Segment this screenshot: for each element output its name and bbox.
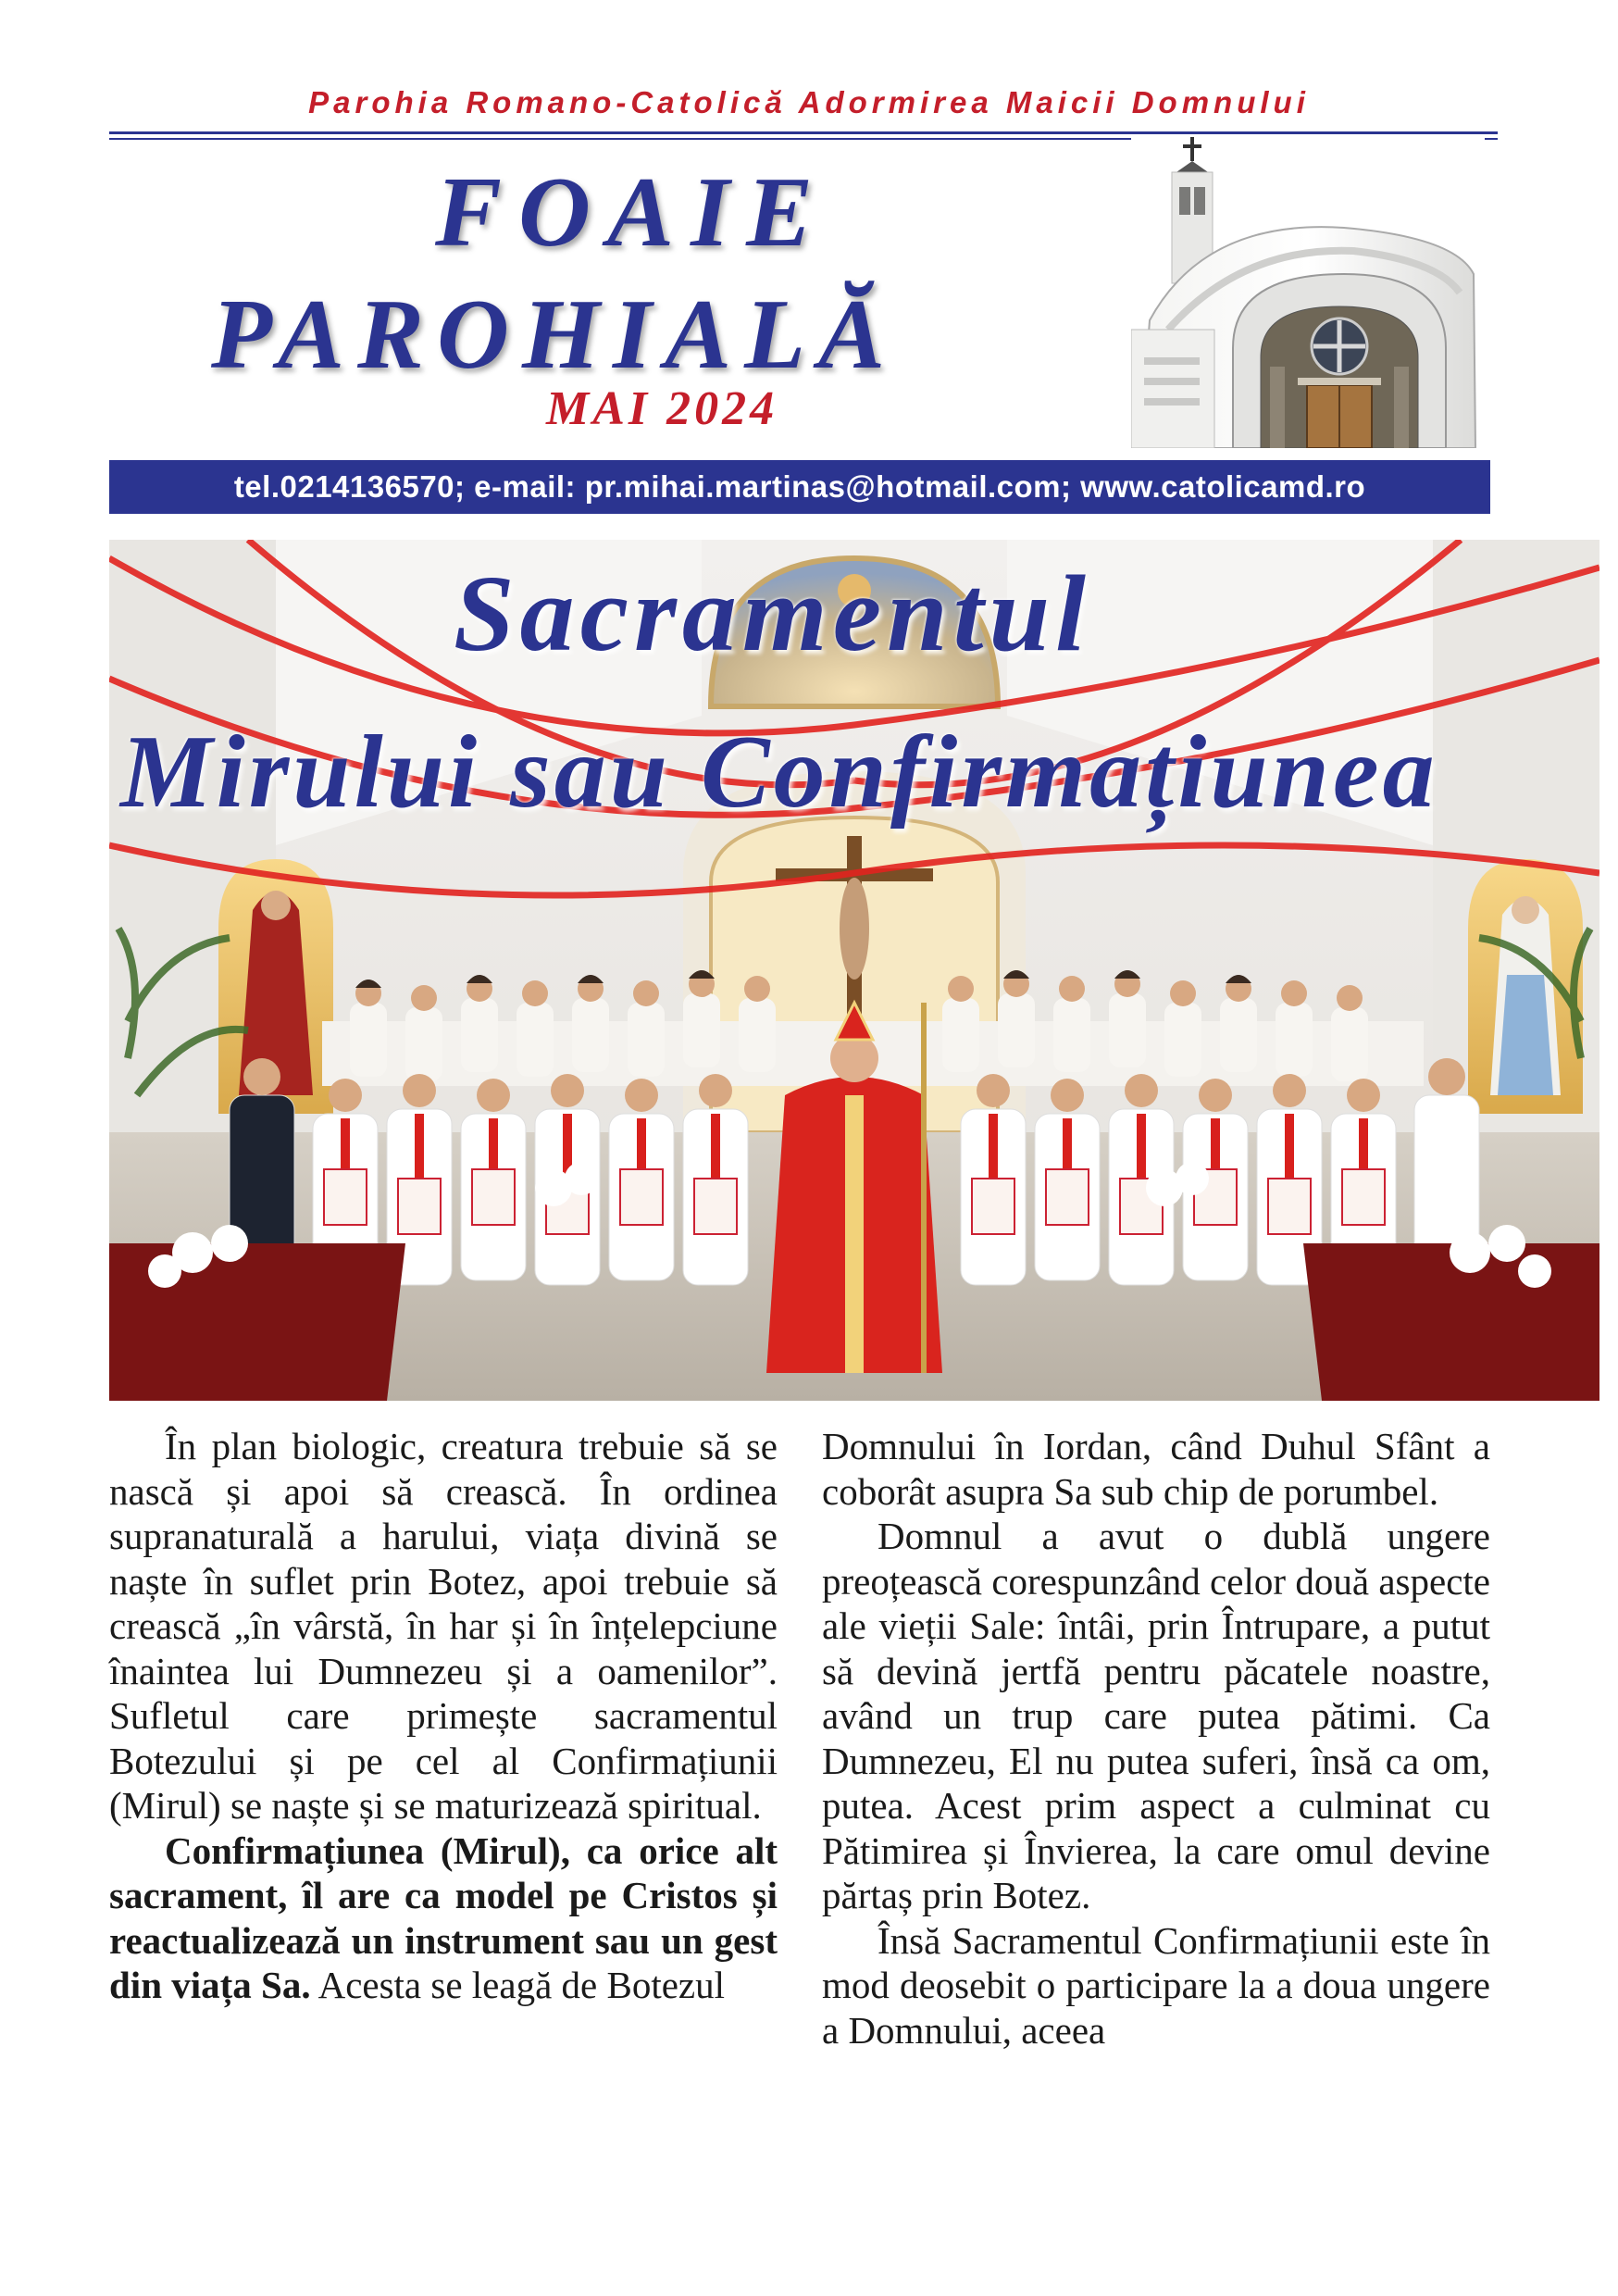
bold-lead: Confirmațiunea (Mirul), ca orice alt sacrament, îl are ca model pe Cristos și reactualizează un instrument sau un gest din viața Sa. xyxy=(109,1828,778,2006)
masthead-title-line1: FOAIE xyxy=(435,157,830,268)
church-image xyxy=(1131,135,1485,448)
paragraph: Însă Sacramentul Confirmațiunii este în mod deosebit o participare la a doua ungere a Domnului, aceea xyxy=(822,1918,1490,2052)
paragraph: Domnului în Iordan, când Duhul Sfânt a coborât asupra Sa sub chip de porumbel. xyxy=(822,1425,1490,1513)
masthead-title-line2: PAROHIALĂ xyxy=(211,280,899,390)
paragraph: În plan biologic, creatura trebuie să se nască și apoi să crească. În ordinea supranaturală a harului, viața divină se naște în suflet prin Botez, apoi trebuie să crească „în vârstă, în har și în înțelepciune înaintea lui Dumnezeu și a oamenilor”. Sufletul care primește sacramentul Botezului și pe cel al Confirmațiunii (Mirul) se naște și se maturizează spiritual. xyxy=(109,1425,778,1827)
contact-bar: tel.0214136570; e-mail: pr.mihai.martinas@hotmail.com; www.catolicamd.ro xyxy=(109,460,1490,514)
paragraph-continuation: Acesta se leagă de Botezul xyxy=(310,1964,725,2006)
article-headline-line1: Sacramentul xyxy=(454,553,1091,674)
article-column-right xyxy=(822,1424,1490,2053)
parish-name: Parohia Romano-Catolică Adormirea Maicii Domnului xyxy=(308,85,1310,119)
issue-date: MAI 2024 xyxy=(546,382,778,435)
article-headline-line2: Mirului sau Confirmațiunea xyxy=(120,715,1438,830)
paragraph xyxy=(109,1828,778,2008)
header-rule xyxy=(109,131,1498,134)
paragraph: Domnul a avut o dublă ungere preoțească corespunzând celor două aspecte ale vieții Sale: întâi, prin Întrupare, a putut să devină jertfă pentru păcatele noastre, având un trup care putea pătimi. Ca Dumnezeu, El nu putea suferi, însă ca om, putea. Acest prim aspect a culminat cu Pătimirea și Învierea, la care omul devine părtaș prin Botez. xyxy=(822,1515,1490,1916)
article-column-left xyxy=(109,1424,778,2008)
